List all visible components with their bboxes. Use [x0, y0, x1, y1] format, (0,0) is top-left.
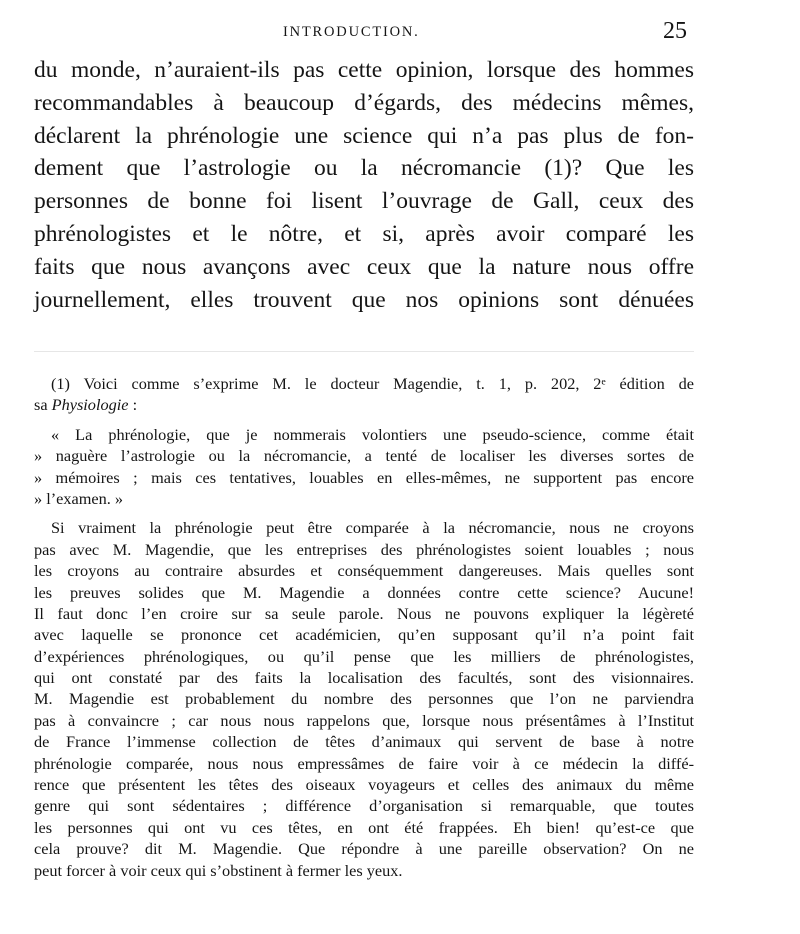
quote-line: » mémoires ; mais ces tentatives, louables en elles-mêmes, ne supportent pas encore: [34, 467, 694, 487]
footnote-text: sa: [34, 395, 52, 415]
commentary-line: de France l’immense collection de têtes d’animaux qui servent de base à notre: [34, 732, 694, 752]
running-head: INTRODUCTION.: [283, 24, 420, 40]
text-line: dement que l’astrologie ou la nécromancie (1)? Que les: [34, 155, 694, 182]
commentary-line: peut forcer à voir ceux qui s’obstinent à fermer les yeux.: [34, 860, 403, 880]
paragraph-gap: [34, 416, 694, 424]
quote-line: « La phrénologie, que je nommerais volontiers une pseudo-science, comme était: [51, 424, 694, 444]
commentary-line: les croyons au contraire absurdes et conséquemment dangereuses. Mais quelles sont: [34, 561, 694, 581]
commentary-line: cela prouve? dit M. Magendie. Que répondre à une pareille observation? On ne: [34, 839, 694, 859]
commentary-line: pas avec M. Magendie, que les entreprises des phrénologistes soient louables ; nous: [34, 539, 694, 559]
text-line: recommandables à beaucoup d’égards, des médecins mêmes,: [34, 89, 694, 116]
footnote-text: :: [128, 395, 138, 415]
commentary-line: rence que présentent les têtes des oiseaux voyageurs et celles des animaux du même: [34, 775, 694, 795]
page-number: 25: [663, 18, 687, 44]
commentary-line: phrénologie comparée, nous nous empressâmes de faire voir à ce médecin la diffé-: [34, 753, 694, 773]
text-line: journellement, elles trouvent que nos opinions sont dénuées: [34, 286, 694, 313]
text-line: du monde, n’auraient-ils pas cette opinion, lorsque des hommes: [34, 57, 694, 83]
footnote: [34, 373, 694, 881]
text-line: faits que nous avançons avec ceux que la nature nous offre: [34, 253, 694, 280]
footnote-divider: [34, 351, 694, 352]
paragraph-gap: [34, 509, 694, 517]
commentary-line: d’expériences phrénologiques, ou qu’il pense que les milliers de phrénologistes,: [34, 646, 694, 666]
commentary-line: avec laquelle se prononce cet académicien, qu’en supposant qu’il n’a point fait: [34, 625, 694, 645]
commentary-line: les personnes qui ont vu ces têtes, en ont été frappées. Eh bien! qu’est-ce que: [34, 817, 694, 837]
text-line: déclarent la phrénologie une science qui n’a pas plus de fon-: [34, 122, 694, 149]
main-text: [34, 54, 694, 316]
commentary-line: M. Magendie est probablement du nombre des personnes que l’on ne parviendra: [34, 689, 694, 709]
commentary-line: Si vraiment la phrénologie peut être comparée à la nécromancie, nous ne croyons: [51, 518, 694, 538]
commentary-line: genre qui sont sédentaires ; différence d’organisation si remarquable, que toutes: [34, 796, 694, 816]
footnote-line: (1) Voici comme s’exprime M. le docteur Magendie, t. 1, p. 202, 2ᵉ édition de: [51, 374, 694, 393]
commentary-line: qui ont constaté par des faits la localisation des facultés, sont des visionnaires.: [34, 668, 694, 688]
book-title: Physiologie: [51, 395, 129, 415]
quote-line: » naguère l’astrologie ou la nécromancie, a tenté de localiser les diverses sortes de: [34, 446, 694, 466]
text-line: phrénologistes et le nôtre, et si, après avoir comparé les: [34, 220, 694, 247]
commentary-line: pas à convaincre ; car nous nous rappelons que, lorsque nous présentâmes à l’Institut: [34, 710, 694, 730]
commentary-line: Il faut donc l’en croire sur sa seule parole. Nous ne pouvons expliquer la légèreté: [34, 603, 694, 623]
commentary-line: les preuves solides que M. Magendie a données contre cette science? Aucune!: [34, 582, 694, 602]
quote-line: » l’examen. »: [34, 488, 124, 508]
footnote-line: [34, 394, 694, 415]
text-line: personnes de bonne foi lisent l’ouvrage de Gall, ceux des: [34, 188, 694, 215]
